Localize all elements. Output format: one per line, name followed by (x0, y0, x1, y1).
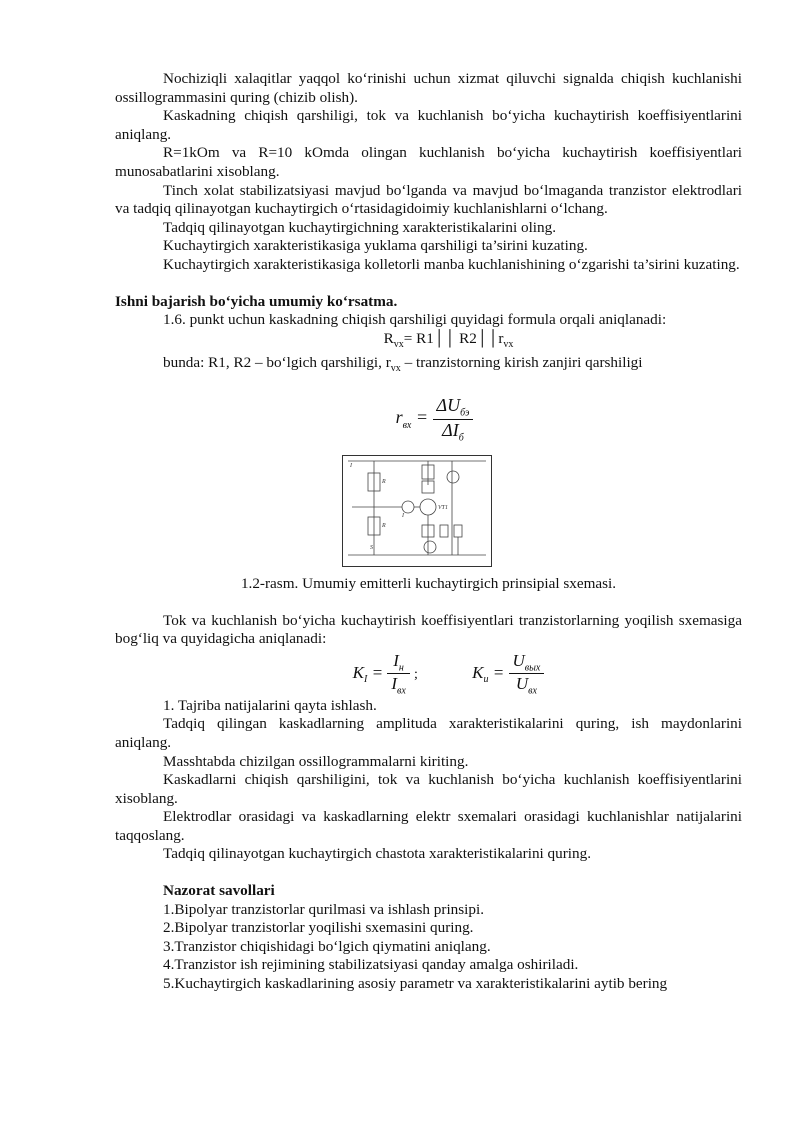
paragraph: Kuchaytirgich xarakteristikasiga yuklama qarshiligi ta’sirini kuzating. (163, 237, 588, 255)
equals-sign: = (492, 662, 505, 682)
paragraph: Elektrodlar orasidagi va kaskadlarning elektr sxemalari orasidagi kuchlanishlar natijalarini taqqoslang. (115, 808, 742, 844)
schematic-label: I (350, 463, 352, 470)
paragraph: Tadqiq qilinayotgan kuchaytirgich chastota xarakteristikalarini quring. (163, 845, 592, 863)
schematic-label: VT1 (438, 505, 449, 512)
spacer (115, 594, 742, 612)
equals-sign: = (371, 662, 384, 682)
formula-r-lhs-sub: вх (402, 419, 412, 431)
paragraph: Kuchaytirgich xarakteristikasiga kolletorli manba kuchlanishining o‘zgarishi ta’sirini kuzating. (163, 255, 740, 273)
formula-lhs-sub: vx (393, 338, 404, 350)
formula-separator: ; (414, 666, 418, 682)
where-suffix: – tranzistorning kirish zanjiri qarshiligi (400, 354, 643, 372)
formula-rhs: = R1││ R2││r (403, 329, 504, 347)
formula-output-resistance (115, 330, 742, 355)
spacer (115, 275, 742, 293)
schematic-label: R (382, 479, 386, 486)
formula-lhs: R (383, 329, 394, 347)
paragraph: Kaskadlarni chiqish qarshiligini, tok va kuchlanish bo‘yicha kuchlanish koeffisiyentlarini xisoblang. (115, 771, 742, 807)
paragraph: 1.6. punkt uchun kaskadning chiqish qarshiligi quyidagi formula orqali aniqlanadi: (163, 311, 667, 329)
paragraph: R=1kOm va R=10 kOmda olingan kuchlanish bo‘yicha kuchaytirish koeffisiyentlari munosabatlarini xisoblang. (115, 144, 742, 180)
fraction-numerator: $\Delta U_{бэ}$ (433, 395, 474, 420)
numbered-list-item: 1. Tajriba natijalarini qayta ishlash. (163, 696, 377, 714)
equals-sign: = (415, 407, 429, 428)
schematic-label: I (402, 513, 404, 520)
paragraph: Tinch xolat stabilizatsiyasi mavjud bo‘lganda va mavjud bo‘lmaganda tranzistor elektrodlari va tadqiq qilinayotgan kuchaytirgich o‘rtasidagidoimiy kuchlanishlarni o‘lchang. (115, 181, 742, 218)
spacer (115, 864, 742, 882)
section-heading: Ishni bajarish bo‘yicha umumiy ko‘rsatma. (115, 292, 398, 310)
question-item: 5.Kuchaytirgich kaskadlarining asosiy parametr va xarakteristikalarini aytib bering (163, 975, 668, 993)
circuit-schematic (342, 455, 492, 567)
formula-r-lhs: r (395, 407, 403, 428)
question-item: 1.Bipolyar tranzistorlar qurilmasi va ishlash prinsipi. (163, 900, 484, 918)
question-item: 3.Tranzistor chiqishidagi bo‘lgich qiymatini aniqlang. (163, 937, 491, 955)
paragraph: Tadqiq qilingan kaskadlarning amplituda xarakteristikalarini quring, ish maydonlarini aniqlang. (115, 715, 742, 751)
questions-heading: Nazorat savollari (163, 882, 275, 900)
where-prefix: bunda: R1, R2 – bo‘lgich qarshiligi, r (163, 354, 391, 372)
schematic-label: R (382, 523, 386, 530)
where-line (115, 354, 742, 379)
question-item: 4.Tranzistor ish rejimining stabilizatsiyasi qanday amalga oshiriladi. (163, 956, 579, 974)
question-item: 2.Bipolyar tranzistorlar yoqilishi sxemasini quring. (163, 919, 474, 937)
paragraph: Tok va kuchlanish bo‘yicha kuchaytirish koeffisiyentlari tranzistorlarning yoqilish sxemasiga bog‘liq va quyidagicha aniqlanadi: (115, 611, 742, 648)
fraction (433, 395, 474, 443)
fraction-denominator: $\Delta I_б$ (442, 419, 464, 444)
paragraph: Kaskadning chiqish qarshiligi, tok va kuchlanish bo‘yicha kuchaytirish koeffisiyentlarini aniqlang. (115, 107, 742, 143)
fraction-current-gain: $\frac{I_н}{I_{вх}}$ (387, 651, 409, 697)
formula-rhs-sub: vx (503, 338, 514, 350)
schematic-label: S (370, 545, 373, 552)
where-sub: vx (390, 363, 401, 375)
paragraph: Nochiziqli xalaqitlar yaqqol ko‘rinishi uchun xizmat qiluvchi signalda chiqish kuchlanishi ossillogrammasini quring (chizib olish). (115, 70, 742, 106)
fraction-voltage-gain: $\frac{U_{вых}}{U_{вх}}$ (509, 651, 545, 697)
document-page (115, 70, 742, 994)
formula-gains: $K_I$ = $\frac{I_н}{I_{вх}}$ ; $K_u$ = $\frac{U_{вых}}{U_{вх}}$ (115, 651, 742, 697)
figure-caption: 1.2-rasm. Umumiy emitterli kuchaytirgich prinsipial sxemasi. (240, 575, 617, 593)
formula-input-resistance (115, 395, 742, 443)
paragraph: Tadqiq qilinayotgan kuchaytirgichning xarakteristikalarini oling. (163, 218, 557, 236)
paragraph: Masshtabda chizilgan ossillogrammalarni kiriting. (163, 752, 469, 770)
